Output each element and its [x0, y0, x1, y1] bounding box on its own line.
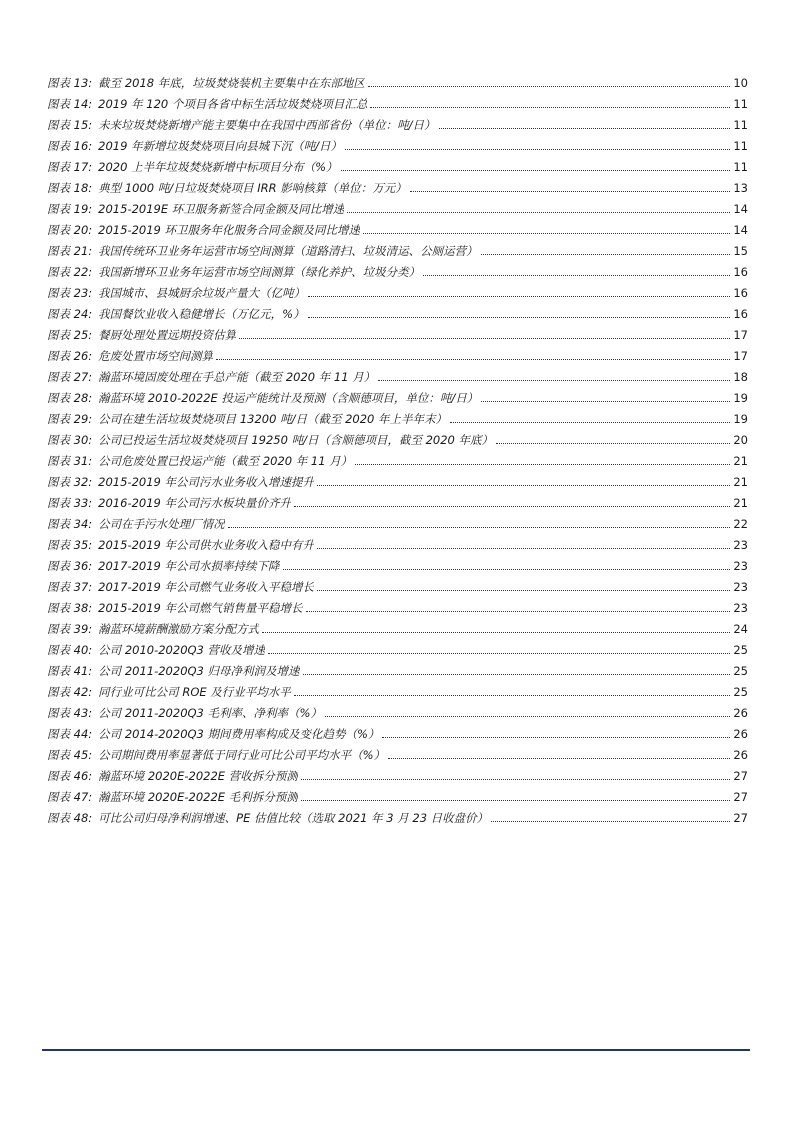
toc-dot-leader [370, 107, 730, 108]
toc-entry[interactable] [47, 258, 748, 279]
toc-entry[interactable] [47, 90, 748, 111]
toc-entry-title[interactable]: 公司 2014-2020Q3 期间费用率构成及变化趋势（%） [98, 727, 380, 741]
toc-dot-leader [294, 695, 731, 696]
toc-entry-page-number[interactable]: 16 [733, 265, 748, 279]
toc-entry-label: 图表 26: [47, 349, 93, 363]
toc-dot-leader [306, 611, 731, 612]
toc-entry-label: 图表 25: [47, 328, 93, 342]
toc-entry[interactable] [47, 489, 748, 510]
toc-dot-leader [345, 149, 730, 150]
toc-entry-title[interactable]: 公司 2010-2020Q3 营收及增速 [98, 643, 266, 657]
toc-entry-title[interactable]: 截至 2018 年底，垃圾焚烧装机主要集中在东部地区 [98, 76, 365, 90]
toc-entry-title[interactable]: 2015-2019E 环卫服务新签合同金额及同比增速 [98, 202, 345, 216]
toc-entry[interactable] [47, 447, 748, 468]
toc-dot-leader [239, 338, 730, 339]
toc-entry-page-number[interactable]: 26 [733, 748, 748, 762]
toc-entry-label: 图表 41: [47, 664, 93, 678]
toc-entry-label: 图表 47: [47, 790, 93, 804]
toc-dot-leader [481, 254, 731, 255]
toc-entry[interactable] [47, 111, 748, 132]
toc-entry[interactable] [47, 657, 748, 678]
toc-entry[interactable] [47, 741, 748, 762]
toc-dot-leader [303, 674, 731, 675]
toc-entry-title[interactable]: 公司在手污水处理厂情况 [98, 517, 225, 531]
toc-entry-label: 图表 39: [47, 622, 93, 636]
toc-entry[interactable] [47, 195, 748, 216]
toc-entry-label: 图表 37: [47, 580, 93, 594]
toc-entry-title[interactable]: 餐厨处理处置远期投资估算 [98, 328, 237, 342]
toc-entry-page-number[interactable]: 23 [733, 601, 748, 615]
toc-entry-page-number[interactable]: 23 [733, 538, 748, 552]
toc-dot-leader [439, 128, 731, 129]
toc-entry-label: 图表 24: [47, 307, 93, 321]
toc-entry-page-number[interactable]: 25 [733, 664, 748, 678]
toc-dot-leader [341, 170, 731, 171]
toc-entry-page-number[interactable]: 14 [733, 202, 748, 216]
toc-entry-page-number[interactable]: 27 [733, 769, 748, 783]
toc-entry[interactable] [47, 531, 748, 552]
toc-entry-label: 图表 29: [47, 412, 93, 426]
toc-entry-page-number[interactable]: 11 [733, 160, 748, 174]
toc-entry[interactable] [47, 699, 748, 720]
toc-entry[interactable] [47, 762, 748, 783]
toc-entry-label: 图表 22: [47, 265, 93, 279]
toc-entry-page-number[interactable]: 26 [733, 706, 748, 720]
toc-dot-leader [262, 632, 730, 633]
toc-entry[interactable] [47, 153, 748, 174]
toc-entry-page-number[interactable]: 25 [733, 643, 748, 657]
toc-entry-label: 图表 17: [47, 160, 93, 174]
toc-entry-title[interactable]: 我国餐饮业收入稳健增长（万亿元，%） [98, 307, 305, 321]
toc-entry-title[interactable]: 瀚蓝环境固废处理在手总产能（截至 2020 年 11 月） [98, 370, 376, 384]
toc-dot-leader [216, 359, 730, 360]
toc-dot-leader [317, 590, 730, 591]
toc-dot-leader [325, 716, 730, 717]
toc-entry[interactable] [47, 405, 748, 426]
toc-dot-leader [308, 317, 731, 318]
toc-entry-title[interactable]: 我国新增环卫业务年运营市场空间测算（绿化养护、垃圾分类） [98, 265, 421, 279]
toc-entry-label: 图表 31: [47, 454, 93, 468]
toc-entry-page-number[interactable]: 22 [733, 517, 748, 531]
toc-entry[interactable] [47, 594, 748, 615]
toc-entry-title[interactable]: 可比公司归母净利润增速、PE 估值比较（选取 2021 年 3 月 23 日收盘价） [98, 811, 489, 825]
toc-entry-title[interactable]: 危废处置市场空间测算 [98, 349, 214, 363]
footer-divider [42, 1049, 750, 1051]
toc-entry-title[interactable]: 2019 年 120 个项目各省中标生活垃圾焚烧项目汇总 [98, 97, 368, 111]
toc-entry[interactable] [47, 300, 748, 321]
toc-entry-title[interactable]: 公司危废处置已投运产能（截至 2020 年 11 月） [98, 454, 353, 468]
toc-entry-label: 图表 32: [47, 475, 93, 489]
toc-entry-page-number[interactable]: 21 [733, 496, 748, 510]
toc-entry-page-number[interactable]: 19 [733, 391, 748, 405]
toc-dot-leader [363, 233, 730, 234]
toc-entry-title[interactable]: 2019 年新增垃圾焚烧项目向县城下沉（吨/日） [98, 139, 342, 153]
toc-entry[interactable] [47, 132, 748, 153]
toc-entry-label: 图表 43: [47, 706, 93, 720]
toc-dot-leader [410, 191, 731, 192]
toc-dot-leader [283, 569, 731, 570]
toc-entry-page-number[interactable]: 11 [733, 139, 748, 153]
toc-entry-label: 图表 30: [47, 433, 93, 447]
toc-entry-page-number[interactable]: 11 [733, 97, 748, 111]
toc-entry[interactable] [47, 636, 748, 657]
toc-entry-title[interactable]: 2015-2019 年公司供水业务收入稳中有升 [98, 538, 315, 552]
toc-entry-page-number[interactable]: 23 [733, 580, 748, 594]
toc-entry-title[interactable]: 2016-2019 年公司污水板块量价齐升 [98, 496, 292, 510]
toc-entry[interactable] [47, 720, 748, 741]
toc-dot-leader [368, 86, 731, 87]
toc-entry-title[interactable]: 公司已投运生活垃圾焚烧项目 19250 吨/日（含顺德项目，截至 2020 年底） [98, 433, 494, 447]
toc-entry-label: 图表 42: [47, 685, 93, 699]
toc-entry[interactable] [47, 237, 748, 258]
toc-entry[interactable] [47, 342, 748, 363]
toc-dot-leader [294, 506, 730, 507]
toc-entry-page-number[interactable]: 13 [733, 181, 748, 195]
toc-entry-title[interactable]: 典型 1000 吨/日垃圾焚烧项目 IRR 影响核算（单位：万元） [98, 181, 407, 195]
toc-entry[interactable] [47, 552, 748, 573]
toc-entry-label: 图表 40: [47, 643, 93, 657]
toc-entry[interactable] [47, 783, 748, 804]
toc-dot-leader [388, 758, 730, 759]
toc-entry[interactable] [47, 363, 748, 384]
toc-entry[interactable] [47, 573, 748, 594]
toc-entry-page-number[interactable]: 15 [733, 244, 748, 258]
toc-entry-page-number[interactable]: 18 [733, 370, 748, 384]
toc-entry-label: 图表 34: [47, 517, 93, 531]
toc-dot-leader [481, 401, 730, 402]
toc-dot-leader [378, 380, 730, 381]
toc-entry-label: 图表 13: [47, 76, 93, 90]
toc-entry-title[interactable]: 同行业可比公司 ROE 及行业平均水平 [98, 685, 291, 699]
toc-entry-label: 图表 16: [47, 139, 93, 153]
toc-entry-page-number[interactable]: 17 [733, 349, 748, 363]
toc-entry[interactable] [47, 510, 748, 531]
toc-entry-label: 图表 14: [47, 97, 93, 111]
toc-dot-leader [228, 527, 731, 528]
toc-dot-leader [491, 821, 730, 822]
toc-entry-label: 图表 20: [47, 223, 93, 237]
toc-entry-title[interactable]: 2015-2019 年公司燃气销售量平稳增长 [98, 601, 303, 615]
toc-entry-title[interactable]: 公司期间费用率显著低于同行业可比公司平均水平（%） [98, 748, 386, 762]
toc-dot-leader [301, 779, 731, 780]
figure-index [47, 69, 748, 825]
toc-dot-leader [347, 212, 730, 213]
toc-entry[interactable] [47, 279, 748, 300]
toc-entry-label: 图表 18: [47, 181, 93, 195]
toc-entry-page-number[interactable]: 14 [733, 223, 748, 237]
toc-dot-leader [382, 737, 730, 738]
toc-entry-page-number[interactable]: 21 [733, 475, 748, 489]
toc-entry-label: 图表 15: [47, 118, 93, 132]
toc-entry-page-number[interactable]: 16 [733, 307, 748, 321]
toc-entry-title[interactable]: 2015-2019 年公司污水业务收入增速提升 [98, 475, 315, 489]
toc-entry-label: 图表 27: [47, 370, 93, 384]
toc-entry[interactable] [47, 804, 748, 825]
toc-entry-page-number[interactable]: 27 [733, 811, 748, 825]
toc-entry-page-number[interactable]: 23 [733, 559, 748, 573]
toc-entry[interactable] [47, 174, 748, 195]
toc-entry-title[interactable]: 2017-2019 年公司燃气业务收入平稳增长 [98, 580, 315, 594]
toc-entry-page-number[interactable]: 17 [733, 328, 748, 342]
toc-entry-label: 图表 21: [47, 244, 93, 258]
toc-entry-label: 图表 38: [47, 601, 93, 615]
toc-entry-title[interactable]: 公司在建生活垃圾焚烧项目 13200 吨/日（截至 2020 年上半年末） [98, 412, 448, 426]
toc-entry-label: 图表 48: [47, 811, 93, 825]
toc-dot-leader [301, 800, 731, 801]
toc-entry-page-number[interactable]: 21 [733, 454, 748, 468]
toc-entry-title[interactable]: 瀚蓝环境 2020E-2022E 毛利拆分预测 [98, 790, 298, 804]
toc-dot-leader [423, 275, 730, 276]
toc-entry-label: 图表 33: [47, 496, 93, 510]
toc-entry-page-number[interactable]: 20 [733, 433, 748, 447]
toc-entry[interactable] [47, 384, 748, 405]
toc-entry-title[interactable]: 未来垃圾焚烧新增产能主要集中在我国中西部省份（单位：吨/日） [98, 118, 436, 132]
toc-entry-page-number[interactable]: 16 [733, 286, 748, 300]
toc-entry[interactable] [47, 615, 748, 636]
toc-entry-title[interactable]: 公司 2011-2020Q3 归母净利润及增速 [98, 664, 300, 678]
toc-entry-page-number[interactable]: 27 [733, 790, 748, 804]
toc-entry-title[interactable]: 公司 2011-2020Q3 毛利率、净利率（%） [98, 706, 322, 720]
toc-dot-leader [450, 422, 730, 423]
toc-dot-leader [317, 485, 730, 486]
toc-entry-title[interactable]: 瀚蓝环境 2010-2022E 投运产能统计及预测（含顺德项目，单位：吨/日） [98, 391, 479, 405]
toc-entry-title[interactable]: 2017-2019 年公司水损率持续下降 [98, 559, 280, 573]
toc-dot-leader [308, 296, 730, 297]
toc-entry-title[interactable]: 2020 上半年垃圾焚烧新增中标项目分布（%） [98, 160, 338, 174]
toc-entry-label: 图表 23: [47, 286, 93, 300]
toc-dot-leader [317, 548, 730, 549]
toc-entry-page-number[interactable]: 26 [733, 727, 748, 741]
toc-dot-leader [496, 443, 730, 444]
toc-entry-label: 图表 46: [47, 769, 93, 783]
toc-entry-title[interactable]: 瀚蓝环境 2020E-2022E 营收拆分预测 [98, 769, 298, 783]
toc-entry-label: 图表 35: [47, 538, 93, 552]
toc-entry[interactable] [47, 426, 748, 447]
toc-entry-title[interactable]: 我国传统环卫业务年运营市场空间测算（道路清扫、垃圾清运、公厕运营） [98, 244, 478, 258]
toc-entry-title[interactable]: 2015-2019 环卫服务年化服务合同金额及同比增速 [98, 223, 361, 237]
toc-entry[interactable] [47, 321, 748, 342]
toc-entry[interactable] [47, 216, 748, 237]
toc-entry-title[interactable]: 我国城市、县城厨余垃圾产量大（亿吨） [98, 286, 306, 300]
toc-entry-page-number[interactable]: 19 [733, 412, 748, 426]
toc-entry[interactable] [47, 69, 748, 90]
toc-entry-label: 图表 44: [47, 727, 93, 741]
toc-entry-label: 图表 45: [47, 748, 93, 762]
toc-entry-label: 图表 36: [47, 559, 93, 573]
toc-entry-page-number[interactable]: 25 [733, 685, 748, 699]
toc-entry-page-number[interactable]: 24 [733, 622, 748, 636]
toc-dot-leader [268, 653, 730, 654]
toc-entry-label: 图表 19: [47, 202, 93, 216]
toc-entry[interactable] [47, 468, 748, 489]
toc-dot-leader [355, 464, 730, 465]
toc-entry-page-number[interactable]: 10 [733, 76, 748, 90]
toc-entry-page-number[interactable]: 11 [733, 118, 748, 132]
toc-entry[interactable] [47, 678, 748, 699]
toc-entry-title[interactable]: 瀚蓝环境薪酬激励方案分配方式 [98, 622, 260, 636]
toc-entry-label: 图表 28: [47, 391, 93, 405]
